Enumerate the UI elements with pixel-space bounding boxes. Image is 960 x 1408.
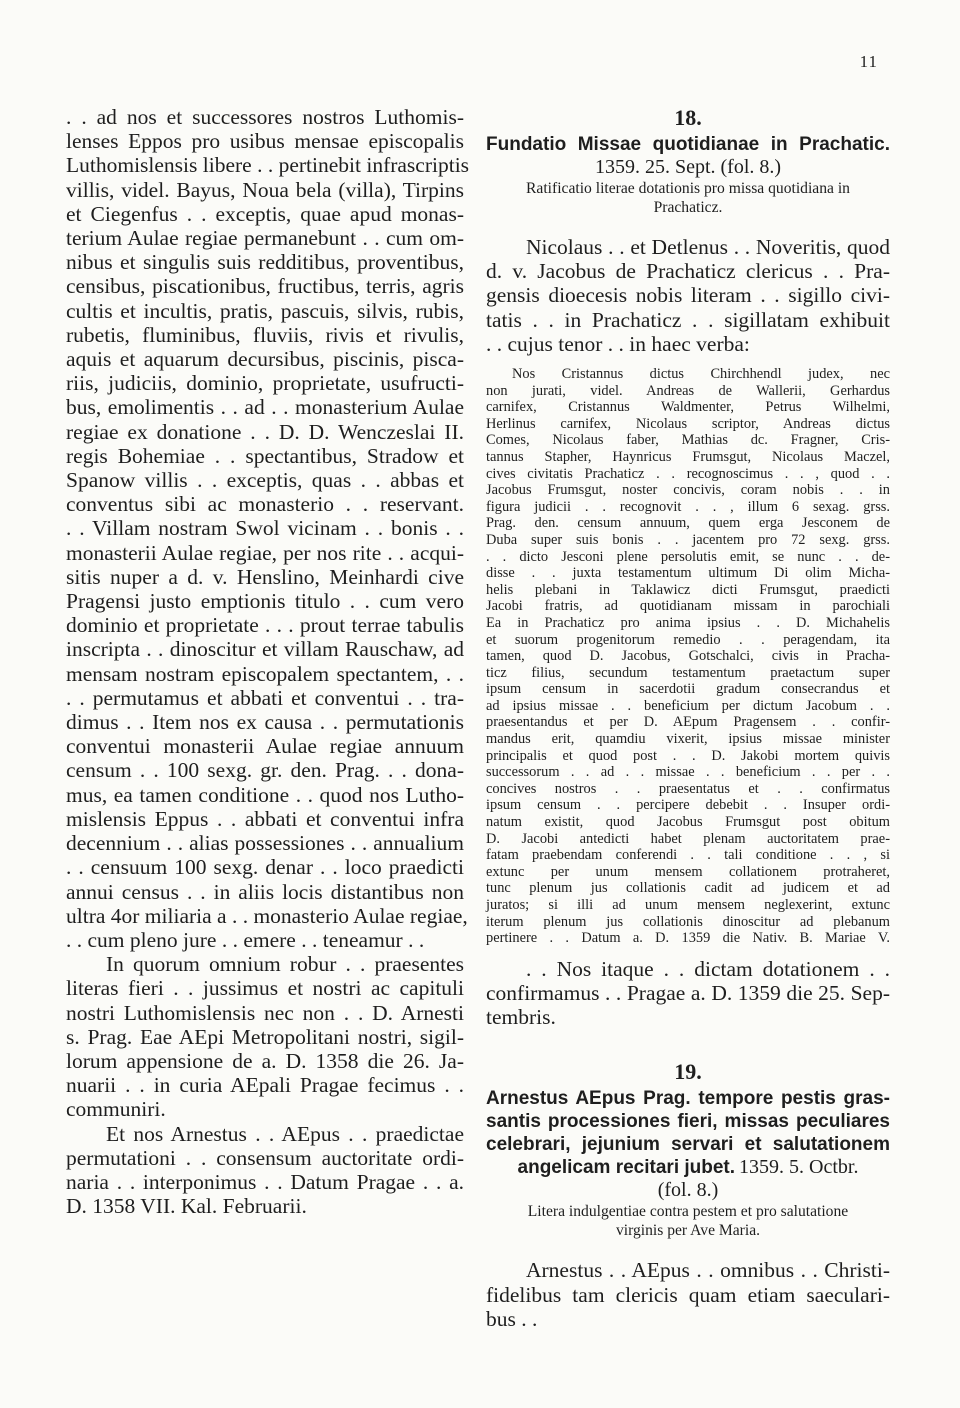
text-line: Luthomislensis libere . . pertinebit infrascriptis <box>66 153 470 178</box>
quote-line: Herlinus carnifex, Nicolaus scriptor, Andreas dictus <box>486 415 890 432</box>
document-title-line <box>486 1156 890 1179</box>
page-number: 11 <box>859 52 878 71</box>
text-line: regis Bohemiae . . spectantibus, Stradow et <box>66 443 464 468</box>
text-line: tembris. <box>486 1005 556 1030</box>
quote-line: Jacobi fratris, ad quotidianam missam in parochiali <box>486 598 890 615</box>
text-line: nibus et singulis suis redditibus, proventibus, <box>66 250 464 275</box>
text-line: regiae ex donatione . . D. D. Wenczeslai II. <box>66 419 464 444</box>
quote-line: ticz filius, secundum testamentum praetactum super <box>486 664 890 681</box>
rubric-line: Litera indulgentiae contra pestem et pro salutatione <box>527 1203 849 1221</box>
rubric-line: Prachaticz. <box>653 199 723 216</box>
quote-line: Comes, Nicolaus faber, Mathias dc. Fragner, Cris- <box>486 432 890 449</box>
text-line: d. v. Jacobus de Prachaticz clericus . . Pra- <box>486 259 890 284</box>
text-line: inscripta . . dinoscitur et villam Rauschaw, ad <box>66 637 464 662</box>
document-title-line: Arnestus AEpus Prag. tempore pestis gras- <box>486 1088 890 1110</box>
text-line: cultis et incultis, pratis, pascuis, silvis, rubis, <box>66 298 464 323</box>
quote-line: carnifex, Cristannus Waldmenter, Petrus Wilhelmi, <box>486 399 890 416</box>
text-line: riis, judiciis, dominio, proprietate, usufructi- <box>66 371 464 396</box>
quote-line: et suorum progenitorum remedio . . peragendam, ita <box>486 631 890 648</box>
quote-line: Nos Cristannus dictus Chirchhendl judex, nec <box>512 366 890 383</box>
text-line: . . ad nos et successores nostros Luthomis- <box>66 105 464 129</box>
text-line: decennium . . alias possessiones . . annualium <box>66 831 464 856</box>
quote-line: natum existit, quod Jacobus Frumsgut post obitum <box>486 814 890 831</box>
quote-line: Prag. den. censum annuum, quem erga Jesconem de <box>486 515 890 532</box>
document-number: 19. <box>674 1059 702 1085</box>
text-line: lenses Eppos pro usibus mensae episcopalis <box>66 129 464 154</box>
text-line: dominio et proprietate . . . prout terrae tabulis <box>66 613 464 638</box>
document-title-line: santis processiones fieri, missas peculiares <box>486 1111 890 1133</box>
quote-line: tamen, quod D. Jacobus, Gotschalci, civis in Pracha- <box>486 648 890 665</box>
quote-line: disse . . juxta testamentum ultimum Di olim Micha- <box>486 565 890 582</box>
text-line: s. Prag. Eae AEpi Metropolitani nostri, sigil- <box>66 1024 464 1049</box>
text-line: censum . . 100 sexg. gr. den. Prag. . . dona- <box>66 758 464 783</box>
text-line: et Ciegenfus . . exceptis, quae apud monas- <box>66 201 464 226</box>
text-line: . . Villam nostram Swol vicinam . . bonis . . <box>66 516 464 541</box>
folio-reference: (fol. 8.) <box>657 1179 719 1202</box>
text-line: Arnestus . . AEpus . . omnibus . . Christi- <box>526 1258 890 1283</box>
text-line: communiri. <box>66 1097 166 1122</box>
text-line: . . cum pleno jure . . emere . . teneamur . . <box>66 927 425 952</box>
text-line: villis, videl. Bayus, Noua bela (villa), Tirpins <box>66 177 464 202</box>
document-date: 1359. 5. Octbr. <box>739 1156 859 1179</box>
quote-line: ipsum censum . . percipere debebit . . Insuper ordi- <box>486 797 890 814</box>
text-line: mus, ea tamen conditione . . quod nos Lutho- <box>66 782 464 807</box>
text-line: tatis . . in Prachaticz . . sigillatam exhibuit <box>486 307 890 332</box>
quote-line: tannus Stapher, Haynricus Frumsgut, Nicolaus Maczel, <box>486 448 890 465</box>
document-title-end: angelicam recitari jubet. <box>517 1157 736 1179</box>
text-line: bus, emolimentis . . ad . . monasterium Aulae <box>66 395 464 420</box>
text-line: censibus, piscationibus, fructibus, terris, agris <box>66 274 464 299</box>
document-title: Fundatio Missae quotidianae in Prachatic. <box>486 134 890 155</box>
text-line: aquis et aquarum decursibus, piscinis, pisca- <box>66 347 464 372</box>
right-column <box>486 105 890 1331</box>
text-line: sitis nuper a d. v. Henslino, Meinhardi cive <box>66 564 464 589</box>
quote-line: iterum plenum jus collationis dinoscitur ad plebanum <box>486 913 890 930</box>
quote-line: principalis et quod post . . D. Jakobi mortem quivis <box>486 747 890 764</box>
quote-line: concives nostros . . praesentatus et . . confirmatus <box>486 780 890 797</box>
quote-line: juratos; si illi ad unum mensem neglexerint, extunc <box>486 897 890 914</box>
text-line: . . Nos itaque . . dictam dotationem . . <box>526 956 890 981</box>
text-line: nuarii . . in curia AEpali Pragae fecimus . . <box>66 1073 464 1098</box>
quote-line: ad ipsius missae . . beneficium per dictum Jacobum . . <box>486 697 890 714</box>
text-line: nostri Luthomislensis nec non . . D. Arnesti <box>66 1000 464 1025</box>
rubric-line: virginis per Ave Maria. <box>615 1222 761 1240</box>
document-date: 1359. 25. Sept. (fol. 8.) <box>594 156 782 178</box>
quote-line: figura judicii . . recognovit . . , illum 6 sexag. grss. <box>486 498 890 515</box>
text-line: permutationi . . consensum auctoritate ordi- <box>66 1145 464 1170</box>
text-line: Pragensi justo emptionis titulo . . cum vero <box>66 589 464 614</box>
quote-line: ipsum censum in sacerdotii gradum consecrandus et <box>486 681 890 698</box>
text-line: mensam nostram episcopalem spectantem, . . <box>66 661 464 686</box>
text-line: mislensis Eppus . . abbati et conventui infra <box>66 806 464 831</box>
document-title-line: celebrari, jejunium servari et salutationem <box>486 1134 890 1156</box>
text-line: dimus . . Item nos ex causa . . permutationis <box>66 710 464 735</box>
rubric-line: Ratificatio literae dotationis pro missa quotidiana in <box>526 180 850 197</box>
quote-line: Ea in Prachaticz pro anima ipsius . . D. Michahelis <box>486 614 890 631</box>
text-line: annui census . . in aliis locis distantibus non <box>66 879 464 904</box>
quote-line: non jurati, videl. Andreas de Wallerii, Gerhardus <box>486 382 890 399</box>
left-column <box>66 105 470 1219</box>
text-line: conventus sibi ac monasterio . . reservant. <box>66 492 464 517</box>
quote-line: praesentandus et per D. AEpum Pragensem . . confir- <box>486 714 890 731</box>
quote-line: . . dicto Jesconi plene persolutis emit, se nunc . . de- <box>486 548 890 565</box>
text-line: Nicolaus . . et Detlenus . . Noveritis, quod <box>526 235 890 259</box>
quote-line: cives civitatis Prachaticz . . recognoscimus . . , quod . . <box>486 465 890 482</box>
text-line: D. 1358 VII. Kal. Februarii. <box>66 1194 307 1219</box>
text-line: . . censuum 100 sexg. denar . . loco praedicti <box>66 855 464 880</box>
quote-line: Duba super suis bonis . . jacentem pro 72 sexg. grss. <box>486 531 890 548</box>
quote-line: successorum . . ad . . missae . . beneficium . . per . . <box>486 764 890 781</box>
text-line: Spanow villis . . exceptis, quas . . abbas et <box>66 468 464 493</box>
document-number: 18. <box>674 105 702 130</box>
text-line: Et nos Arnestus . . AEpus . . praedictae <box>106 1121 464 1146</box>
text-line: . . cujus tenor . . in haec verba: <box>486 331 750 356</box>
text-line: lorum appensione de a. D. 1358 die 26. Ja- <box>66 1048 464 1073</box>
text-line: fidelibus tam clericis quam etiam saeculari- <box>486 1282 890 1307</box>
quote-line: tunc plenum jus collationis cadit ad judicem et ad <box>486 880 890 897</box>
text-line: confirmamus . . Pragae a. D. 1359 die 25. Sep- <box>486 981 890 1005</box>
quote-line: mandus erit, quamdiu vixerit, ipsius missae minister <box>486 731 890 748</box>
text-line: gensis dioecesis nobis literam . . sigillo civi- <box>486 283 890 308</box>
text-line: In quorum omnium robur . . praesentes <box>106 952 464 977</box>
quote-line: D. Jacobi antedicti habet plenam auctoritatem prae- <box>486 830 890 847</box>
text-line: rubetis, fluminibus, fluviis, rivis et rivulis, <box>66 322 464 347</box>
text-line: monasterii Aulae regiae, per nos rite . . acqui- <box>66 540 464 565</box>
quote-line: pertinere . . Datum a. D. 1359 die Nativ. B. Mariae V. <box>486 930 890 947</box>
text-line: literas fieri . . jussimus et nostri ac capituli <box>66 976 464 1001</box>
quote-line: Jacobus Frumsgut, noster concivis, coram nobis . . in <box>486 482 890 499</box>
text-line: terium Aulae regiae permanebunt . . cum om- <box>66 226 464 251</box>
text-line: ultra 4or miliaria a . . monasterio Aulae regiae, <box>66 903 468 928</box>
text-line: . . permutamus et abbati et conventui . . tra- <box>66 685 464 710</box>
text-line: naria . . interponimus . . Datum Pragae . . a. <box>66 1169 464 1194</box>
quote-line: fatam praebendam conferendi . . tali conditione . . , si <box>486 847 890 864</box>
quote-line: helis plebani in Taklawicz dicti Frumsgut, praedicti <box>486 581 890 598</box>
text-line: conventui monasterii Aulae regiae annuum <box>66 734 464 759</box>
text-line: bus . . <box>486 1306 538 1331</box>
quote-line: extunc per unum mensem collationem protraheret, <box>486 863 890 880</box>
